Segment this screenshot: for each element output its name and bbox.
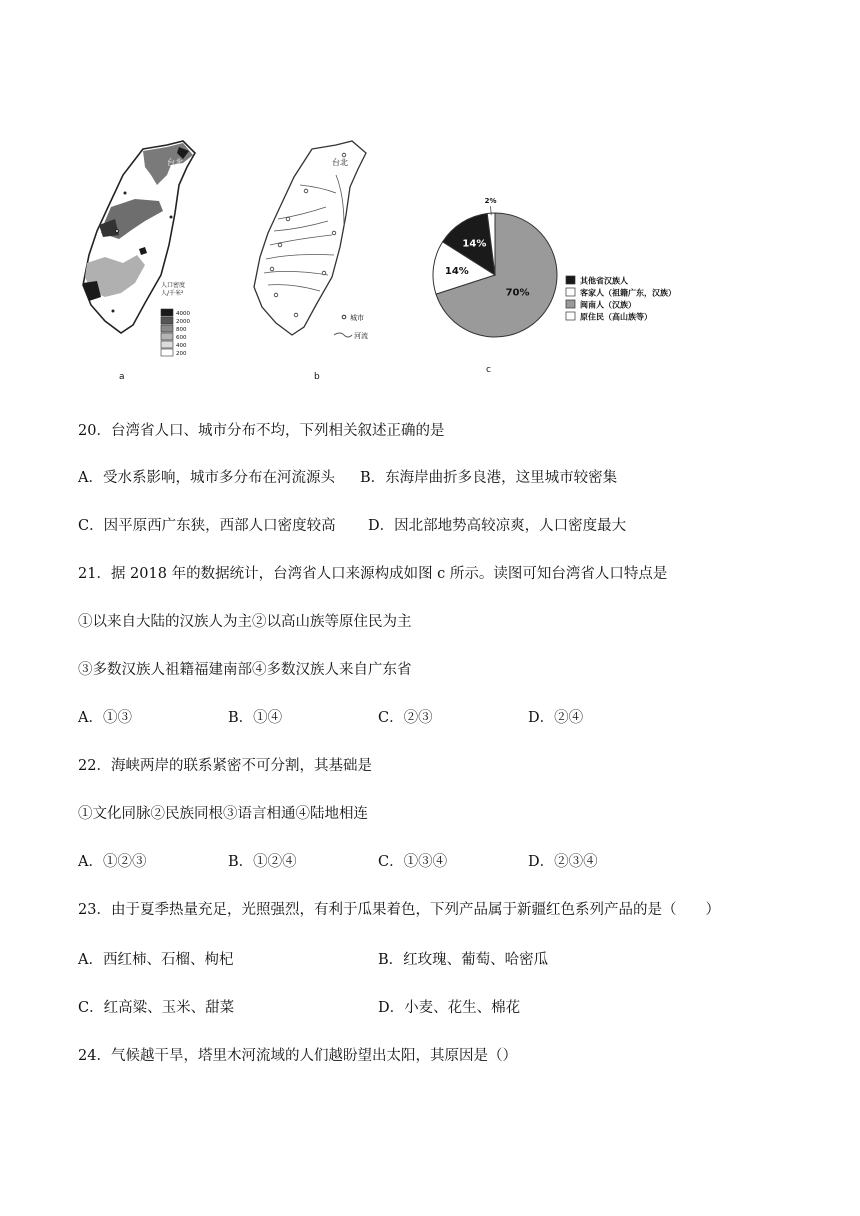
taiwan-outline-a	[83, 141, 195, 333]
pie-legend-label: 其他省汉族人	[580, 276, 628, 286]
q20-stem: 20．台湾省人口、城市分布不均，下列相关叙述正确的是	[78, 423, 445, 439]
map-a-caption: a	[119, 372, 125, 382]
q23-option-d: D．小麦、花生、棉花	[378, 1000, 521, 1016]
pie-legend-label: 闽南人（汉族）	[580, 300, 636, 310]
q20-option-c: C．因平原西广东狭，西部人口密度较高	[78, 518, 336, 534]
q20-option-b: B．东海岸曲折多良港，这里城市较密集	[360, 470, 618, 486]
map-b-city-label: 台北	[332, 158, 348, 167]
q22-option-b: B．①②④	[228, 854, 297, 870]
pie-legend-swatch	[566, 312, 575, 320]
q22-option-a: A．①②③	[78, 854, 147, 870]
q21-stem: 21．据 2018 年的数据统计，台湾省人口来源构成如图 c 所示。读图可知台湾省人口特点是	[78, 566, 668, 582]
q22-stem: 22．海峡两岸的联系紧密不可分割，其基础是	[78, 758, 372, 774]
map-a-legend-swatch	[161, 333, 173, 340]
pie-data-label: 14%	[444, 266, 469, 278]
map-b-legend-city: 城市	[350, 314, 364, 322]
q21-option-c: C．②③	[378, 710, 433, 726]
map-a-legend-swatch	[161, 317, 173, 324]
pie-chart-c	[420, 190, 720, 380]
map-a-legend-title-2: 人/千米²	[161, 290, 184, 297]
q20-option-d: D．因北部地势高较凉爽，人口密度最大	[368, 518, 627, 534]
city-dot-a2	[170, 216, 173, 219]
legend-city-icon	[342, 315, 346, 319]
q21-statement-2: ③多数汉族人祖籍福建南部④多数汉族人来自广东省	[78, 662, 412, 678]
pie-legend-swatch	[566, 276, 575, 284]
map-a-legend	[161, 309, 190, 357]
q20-option-a: A．受水系影响，城市多分布在河流源头	[78, 470, 335, 486]
map-a-legend-value: 2000	[176, 319, 190, 325]
q22-statement-1: ①文化同脉②民族同根③语言相通④陆地相连	[78, 806, 368, 822]
map-a-legend-value: 4000	[176, 311, 190, 317]
map-a-city-label: 台北	[167, 158, 183, 167]
map-a-legend-value: 400	[176, 343, 187, 349]
city-dot-a4	[112, 310, 115, 313]
pie-caption: c	[486, 365, 491, 375]
pie-legend	[566, 276, 676, 322]
q21-option-d: D．②④	[528, 710, 584, 726]
city-dot-a3	[116, 230, 119, 233]
q23-option-c: C．红高粱、玉米、甜菜	[78, 1000, 235, 1016]
pie-legend-swatch	[566, 300, 575, 308]
map-a-legend-title-1: 人口密度	[161, 282, 186, 289]
q22-option-d: D．②③④	[528, 854, 598, 870]
map-a-legend-swatch	[161, 349, 173, 356]
pie-data-label: 2%	[484, 197, 497, 206]
pie-data-label: 70%	[505, 287, 530, 299]
q23-option-b: B．红玫瑰、葡萄、哈密瓜	[378, 952, 549, 968]
legend-river-icon	[334, 333, 352, 337]
city-dot-a1	[124, 192, 127, 195]
map-a-legend-value: 800	[176, 327, 187, 333]
map-b-legend-river: 河流	[354, 332, 368, 340]
map-a-population-density	[75, 135, 205, 385]
map-a-legend-swatch	[161, 309, 173, 316]
pie-legend-label: 客家人（祖籍广东，汉族）	[580, 288, 676, 298]
map-a-legend-swatch	[161, 325, 173, 332]
q23-option-a: A．西红柿、石榴、枸杞	[78, 952, 234, 968]
q24-stem: 24．气候越干旱，塔里木河流域的人们越盼望出太阳，其原因是（）	[78, 1048, 517, 1064]
map-b-cities-rivers	[240, 135, 380, 385]
q21-option-b: B．①④	[228, 710, 283, 726]
pie-legend-swatch	[566, 288, 575, 296]
q21-statement-1: ①以来自大陆的汉族人为主②以高山族等原住民为主	[78, 614, 412, 630]
q22-option-c: C．①③④	[378, 854, 448, 870]
pie-data-label: 14%	[462, 238, 487, 250]
map-a-legend-swatch	[161, 341, 173, 348]
pie-legend-label: 原住民（高山族等）	[580, 312, 652, 322]
q21-option-a: A．①③	[78, 710, 132, 726]
map-a-legend-value: 600	[176, 335, 187, 341]
q23-stem: 23．由于夏季热量充足，光照强烈，有利于瓜果着色，下列产品属于新疆红色系列产品的是（ ）	[78, 902, 720, 918]
map-a-legend-value: 200	[176, 351, 187, 357]
map-b-caption: b	[314, 372, 320, 382]
